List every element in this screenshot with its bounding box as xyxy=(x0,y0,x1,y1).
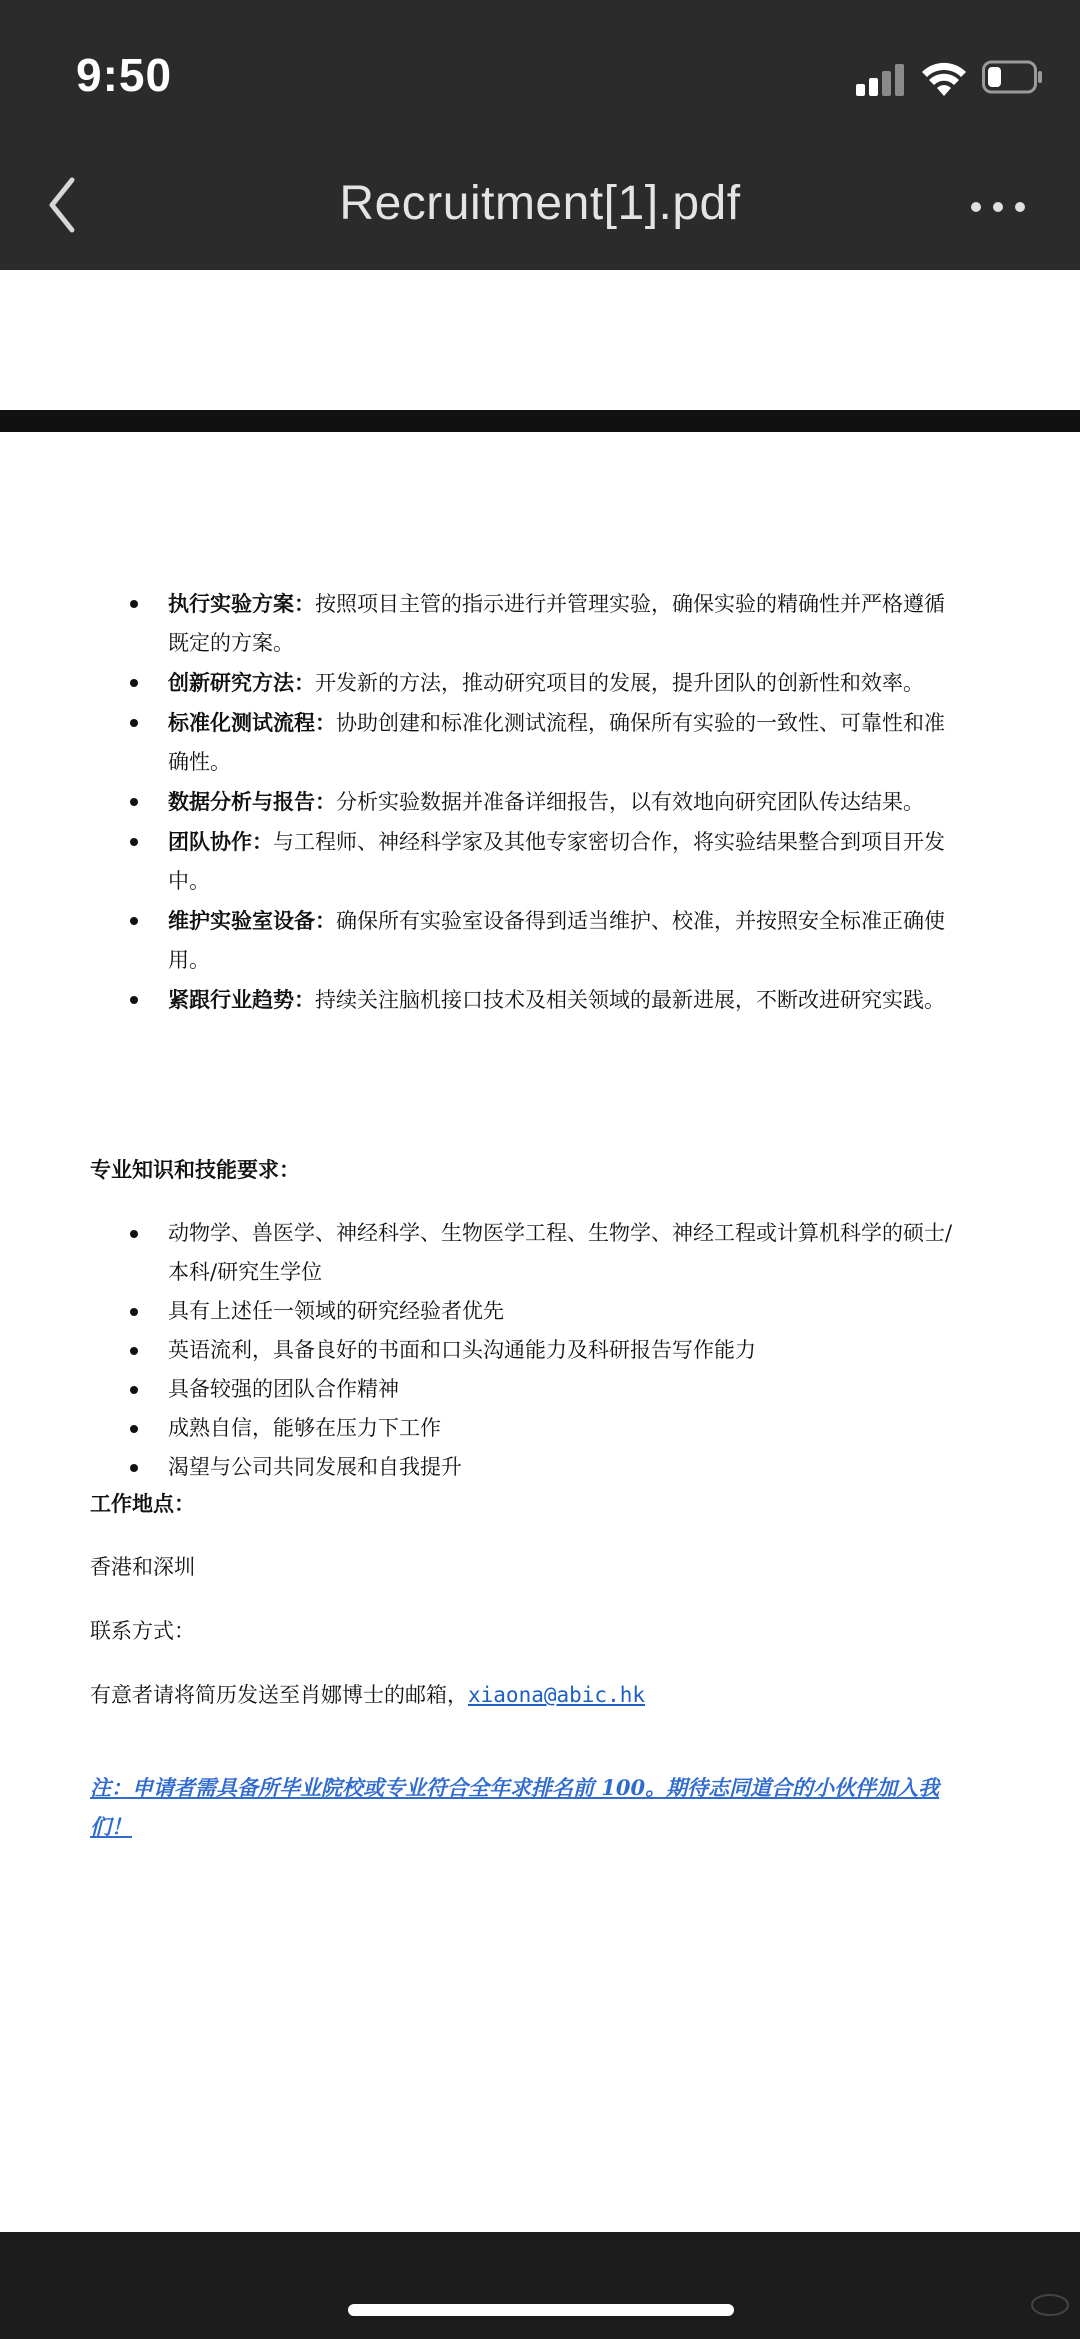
contact-line xyxy=(90,1676,645,1715)
wifi-icon xyxy=(920,58,968,98)
location-heading: 工作地点： xyxy=(90,1491,195,1516)
list-item: 创新研究方法：开发新的方法，推动研究项目的发展，提升团队的创新性和效率。 xyxy=(90,663,960,703)
top-bar xyxy=(0,0,1080,270)
bottom-bar xyxy=(0,2232,1080,2339)
list-item: 执行实验方案：按照项目主管的指示进行并管理实验，确保实验的精确性并严格遵循既定的方案。 xyxy=(90,584,960,663)
list-item: 渴望与公司共同发展和自我提升 xyxy=(90,1448,960,1487)
watermark-icon xyxy=(1030,2292,1070,2318)
list-item: 紧跟行业趋势：持续关注脑机接口技术及相关领域的最新进展，不断改进研究实践。 xyxy=(90,980,960,1020)
list-item: 数据分析与报告：分析实验数据并准备详细报告，以有效地向研究团队传达结果。 xyxy=(90,782,960,822)
location-text: 香港和深圳 xyxy=(90,1555,195,1579)
list-item: 具备较强的团队合作精神 xyxy=(90,1370,960,1409)
application-note-link[interactable]: 注：申请者需具备所毕业院校或专业符合全年求排名前 100。期待志同道合的小伙伴加入我们！ xyxy=(90,1775,940,1839)
pdf-page[interactable] xyxy=(0,432,1080,2232)
document-title: Recruitment[1].pdf xyxy=(339,177,741,230)
contact-text: 有意者请将简历发送至肖娜博士的邮箱， xyxy=(90,1683,468,1707)
email-link[interactable]: xiaona@abic.hk xyxy=(468,1683,646,1707)
more-options-icon[interactable] xyxy=(966,192,1030,222)
page-separator xyxy=(0,410,1080,432)
status-time: 9:50 xyxy=(76,49,173,101)
duties-list xyxy=(90,584,960,1020)
back-chevron-icon[interactable] xyxy=(40,170,90,240)
list-item: 团队协作：与工程师、神经科学家及其他专家密切合作，将实验结果整合到项目开发中。 xyxy=(90,822,960,901)
list-item: 维护实验室设备：确保所有实验室设备得到适当维护、校准，并按照安全标准正确使用。 xyxy=(90,901,960,980)
cellular-signal-icon xyxy=(856,62,908,96)
battery-icon xyxy=(982,60,1044,94)
contact-heading: 联系方式： xyxy=(90,1619,195,1643)
skills-list xyxy=(90,1214,960,1487)
home-indicator[interactable] xyxy=(348,2304,734,2316)
list-item: 标准化测试流程：协助创建和标准化测试流程，确保所有实验的一致性、可靠性和准确性。 xyxy=(90,703,960,782)
list-item: 成熟自信，能够在压力下工作 xyxy=(90,1409,960,1448)
skills-heading: 专业知识和技能要求： xyxy=(90,1157,300,1182)
list-item: 英语流利，具备良好的书面和口头沟通能力及科研报告写作能力 xyxy=(90,1331,960,1370)
list-item: 具有上述任一领域的研究经验者优先 xyxy=(90,1292,960,1331)
list-item: 动物学、兽医学、神经科学、生物医学工程、生物学、神经工程或计算机科学的硕士/本科/研究生学位 xyxy=(90,1214,960,1292)
